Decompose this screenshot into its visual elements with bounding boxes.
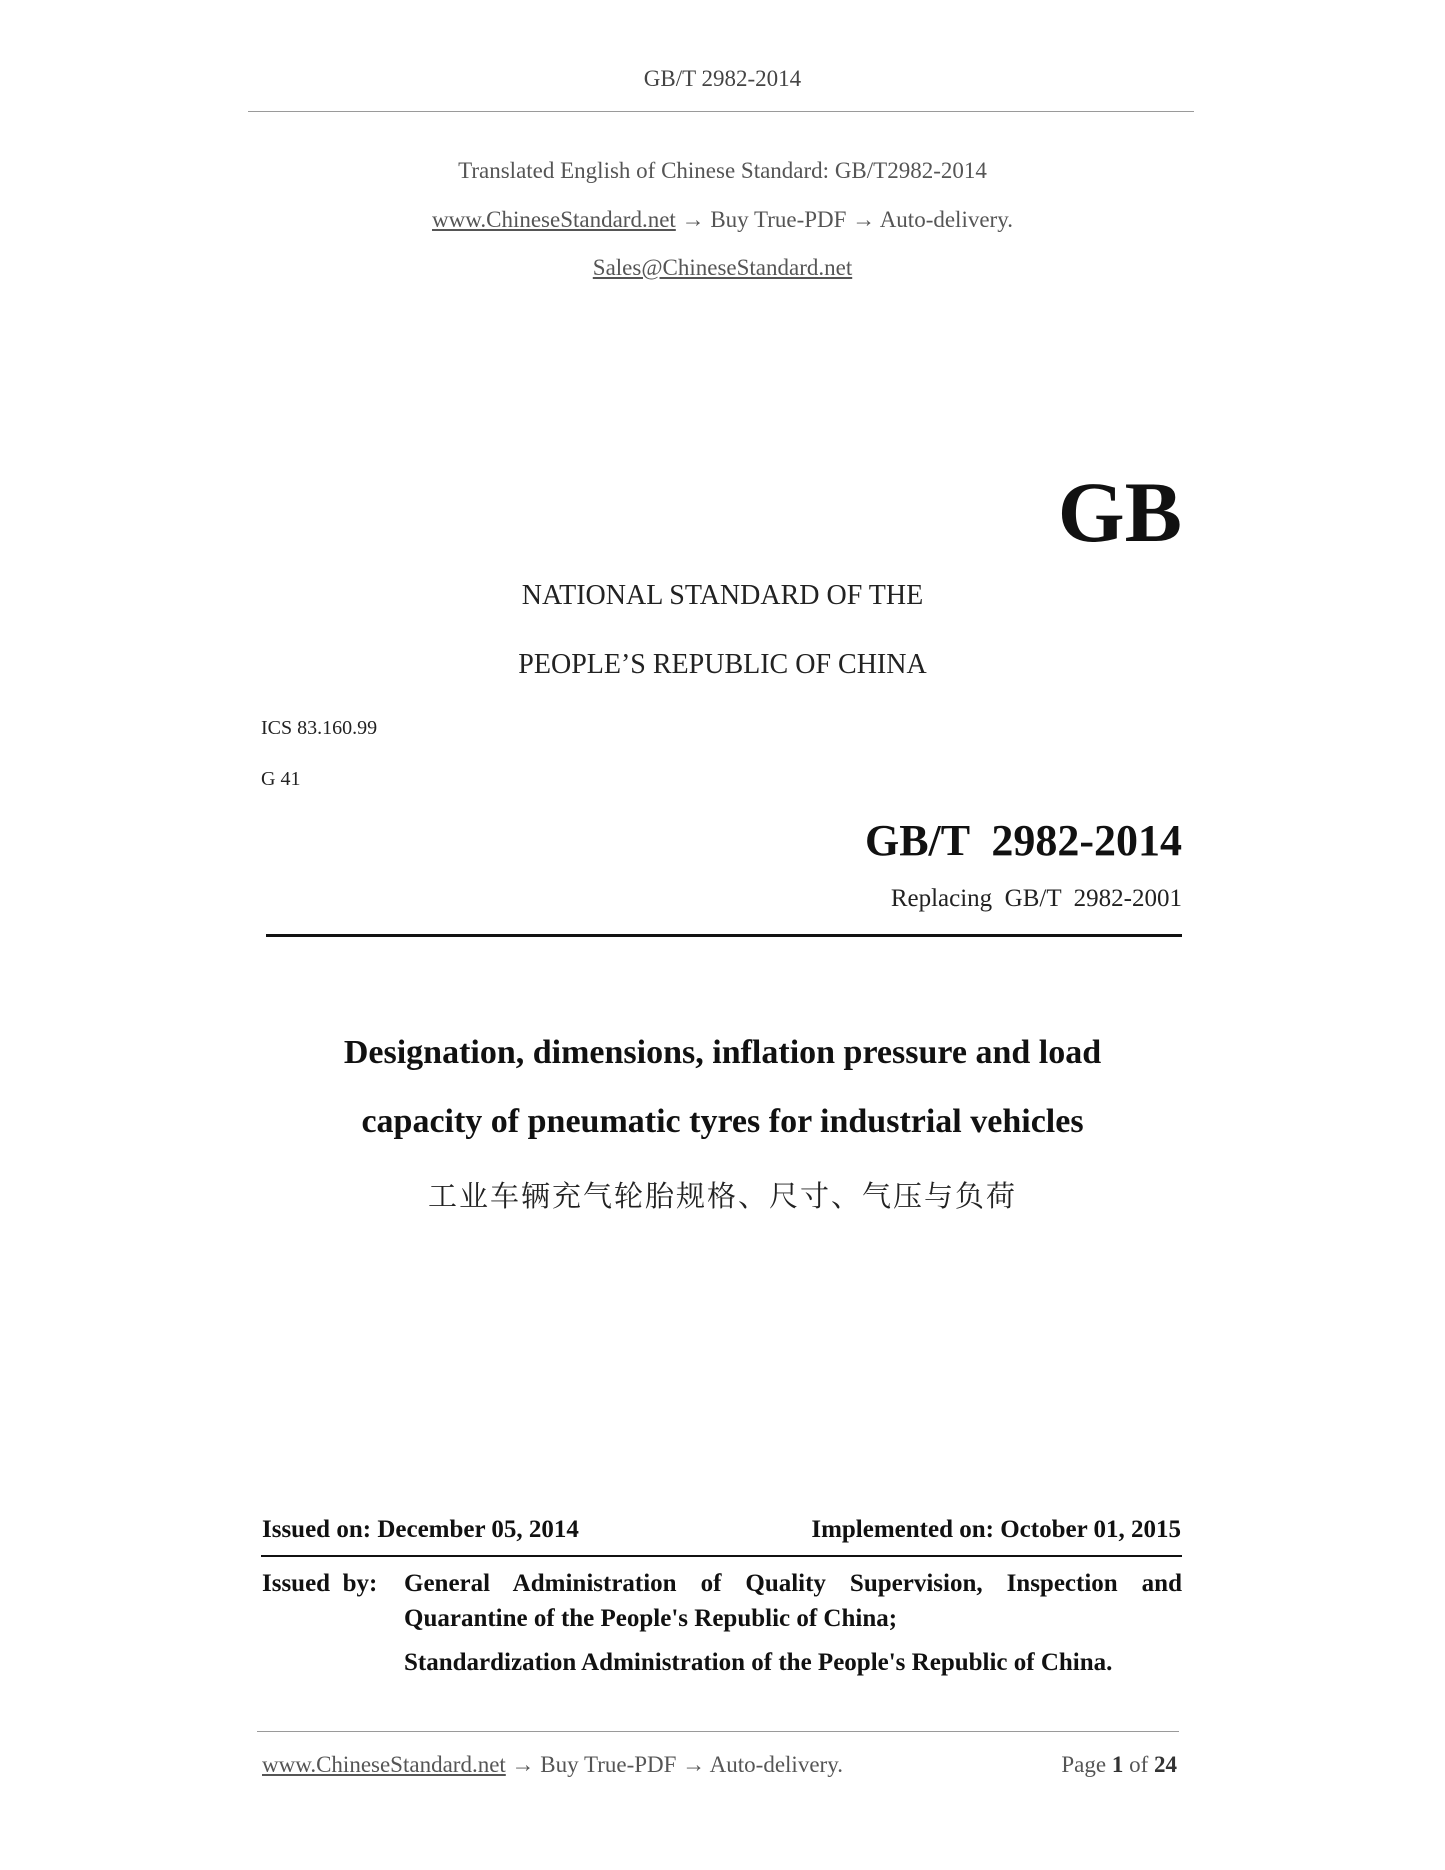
translated-notice: Translated English of Chinese Standard: GB/T2982-2014 [458,158,987,183]
running-header: GB/T 2982-2014 [643,66,802,91]
of-label: of [1129,1752,1149,1777]
page-indicator [1061,1752,1177,1778]
dates-divider [261,1555,1182,1557]
promo-line [0,207,1445,233]
title-english-line-1: Designation, dimensions, inflation pressure and load [343,1034,1102,1071]
footer-promo [262,1752,843,1778]
arrow-icon: → [681,207,705,232]
arrow-icon: → [511,1752,535,1777]
sales-email-link[interactable]: Sales@ChineseStandard.net [592,255,853,280]
page-label: Page [1061,1752,1107,1777]
page-total: 24 [1154,1752,1177,1777]
issued-on-date: Issued on: December 05, 2014 [262,1516,579,1543]
title-english-line-2: capacity of pneumatic tyres for industrial vehicles [361,1103,1084,1140]
issued-by-label: Issued by: [262,1570,378,1597]
ccs-code: G 41 [261,768,301,790]
sales-line [0,255,1445,281]
issuer-sac: Standardization Administration of the People's Republic of China. [404,1649,1113,1676]
title-divider [266,934,1182,937]
footer-site-link[interactable]: www.ChineseStandard.net [262,1752,506,1777]
issuer-aqsiq-line-1: General Administration of Quality Supervision, Inspection and [404,1570,1182,1597]
arrow-icon: → [682,1752,706,1777]
auto-delivery-text: Auto-delivery. [879,207,1013,232]
footer-divider [257,1731,1179,1732]
ics-code: ICS 83.160.99 [261,717,378,739]
header-divider [248,111,1194,112]
issuer-aqsiq-line-2: Quarantine of the People's Republic of China; [404,1605,898,1632]
footer-auto-delivery-text: Auto-delivery. [709,1752,843,1777]
national-standard-line-1: NATIONAL STANDARD OF THE [521,580,924,611]
replacing-standard: Replacing GB/T 2982-2001 [890,885,1182,912]
implemented-on-date: Implemented on: October 01, 2015 [811,1516,1181,1543]
gb-logo: GB [1057,464,1182,560]
title-chinese: 工业车辆充气轮胎规格、尺寸、气压与负荷 [427,1179,1017,1213]
standard-number: GB/T 2982-2014 [864,816,1182,865]
arrow-icon: → [852,207,876,232]
site-link[interactable]: www.ChineseStandard.net [432,207,676,232]
page-number: 1 [1111,1752,1124,1777]
national-standard-line-2: PEOPLE’S REPUBLIC OF CHINA [518,649,927,680]
buy-true-pdf-text: Buy True-PDF [710,207,847,232]
footer-buy-true-pdf-text: Buy True-PDF [540,1752,677,1777]
